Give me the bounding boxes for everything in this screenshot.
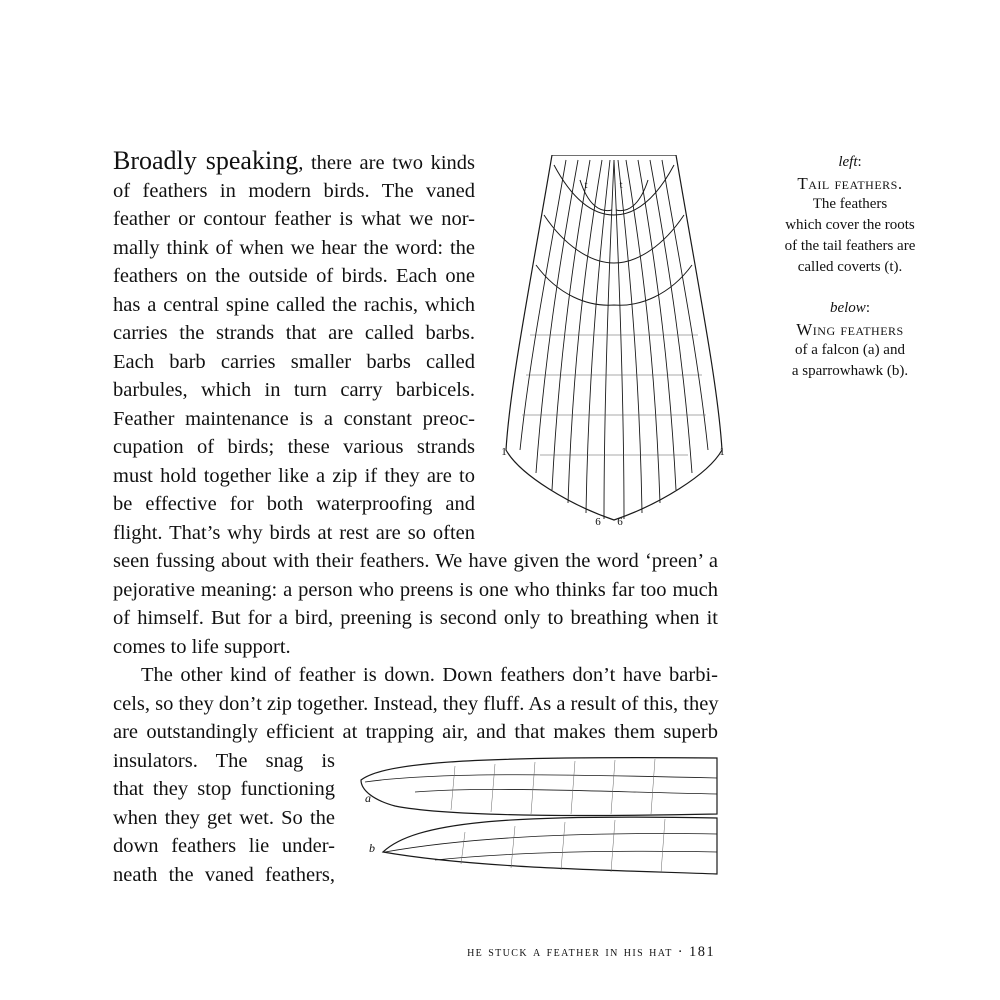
body-line: of feathers in modern birds. The vaned bbox=[113, 180, 475, 202]
lead-phrase: Broadly speaking bbox=[113, 146, 299, 175]
wing-feathers-illustration bbox=[355, 752, 723, 877]
body-line: barbules, which in turn carry barbicels. bbox=[113, 379, 475, 401]
body-line: of himself. But for a bird, preening is second only to breathing when it bbox=[113, 607, 718, 629]
sparrowhawk-label: b bbox=[369, 841, 375, 855]
running-footer bbox=[360, 944, 715, 961]
running-head: he stuck a feather in his hat bbox=[467, 944, 673, 960]
page-number: 181 bbox=[689, 944, 715, 960]
wing-caption-line: of a falcon (a) and bbox=[795, 342, 905, 358]
body-line: insulators. The snag is bbox=[113, 750, 335, 772]
tail-caption-line: The feathers bbox=[812, 196, 888, 212]
tail-caption: left: Tail feathers. The feathers which cover the roots of the tail feathers are called coverts (t). bbox=[770, 152, 930, 278]
body-line: feather or contour feather is what we nor- bbox=[113, 208, 475, 230]
caption-left-label: left bbox=[838, 154, 858, 170]
body-line: mally think of when we hear the word: the bbox=[113, 237, 475, 259]
body-line: seen fussing about with their feathers. We have given the word ‘preen’ a bbox=[113, 550, 718, 572]
bottom-label: 6 bbox=[595, 516, 601, 528]
body-line: feathers on the outside of birds. Each one bbox=[113, 265, 475, 287]
wing-caption-line: a sparrowhawk (b). bbox=[791, 363, 909, 379]
tail-caption-line: called coverts (t). bbox=[797, 259, 903, 275]
coverts-label: t bbox=[619, 179, 623, 191]
bottom-label: 6 bbox=[617, 516, 623, 528]
body-line: Feather maintenance is a constant preoc- bbox=[113, 408, 475, 430]
tail-caption-title: Tail feathers. bbox=[797, 174, 903, 193]
body-line: neath the vaned feathers, bbox=[113, 864, 335, 886]
body-line: has a central spine called the rachis, which bbox=[113, 294, 475, 316]
wing-caption: below: Wing feathers of a falcon (a) and a sparrowhawk (b). bbox=[770, 298, 930, 382]
side-label: 1 bbox=[719, 446, 725, 458]
paragraph-start: The other kind of feather is down. Down feathers don’t have barbi- bbox=[141, 664, 718, 686]
body-line: that they stop functioning bbox=[113, 778, 335, 800]
tail-feathers-illustration bbox=[500, 155, 728, 530]
body-line: Each barb carries smaller barbs called bbox=[113, 351, 475, 373]
body-line: must hold together like a zip if they are to bbox=[113, 465, 475, 487]
coverts-label: t bbox=[584, 179, 588, 191]
body-line: carries the strands that are called barbs. bbox=[113, 322, 475, 344]
body-line-1-rest: , there are two kinds bbox=[298, 152, 476, 174]
body-line: when they get wet. So the bbox=[113, 807, 335, 829]
falcon-label: a bbox=[365, 791, 371, 805]
body-line: cupation of birds; these various strands bbox=[113, 436, 475, 458]
body-line: are outstandingly efficient at trapping air, and that makes them superb bbox=[113, 721, 718, 743]
body-line: be effective for both waterproofing and bbox=[113, 493, 475, 515]
wing-caption-title: Wing feathers bbox=[796, 320, 904, 339]
footer-separator: · bbox=[677, 944, 685, 960]
body-line-1 bbox=[113, 148, 475, 176]
body-line: comes to life support. bbox=[113, 636, 291, 658]
body-line: pejorative meaning: a person who preens is one who thinks far too much bbox=[113, 579, 718, 601]
caption-below-label: below bbox=[829, 300, 866, 316]
tail-caption-line: of the tail feathers are bbox=[784, 238, 916, 254]
body-line: cels, so they don’t zip together. Instead, they fluff. As a result of this, they bbox=[113, 693, 719, 715]
body-line: down feathers lie under- bbox=[113, 835, 335, 857]
tail-caption-line: which cover the roots bbox=[785, 217, 915, 233]
body-line: flight. That’s why birds at rest are so often bbox=[113, 522, 475, 544]
side-label: 1 bbox=[501, 446, 507, 458]
